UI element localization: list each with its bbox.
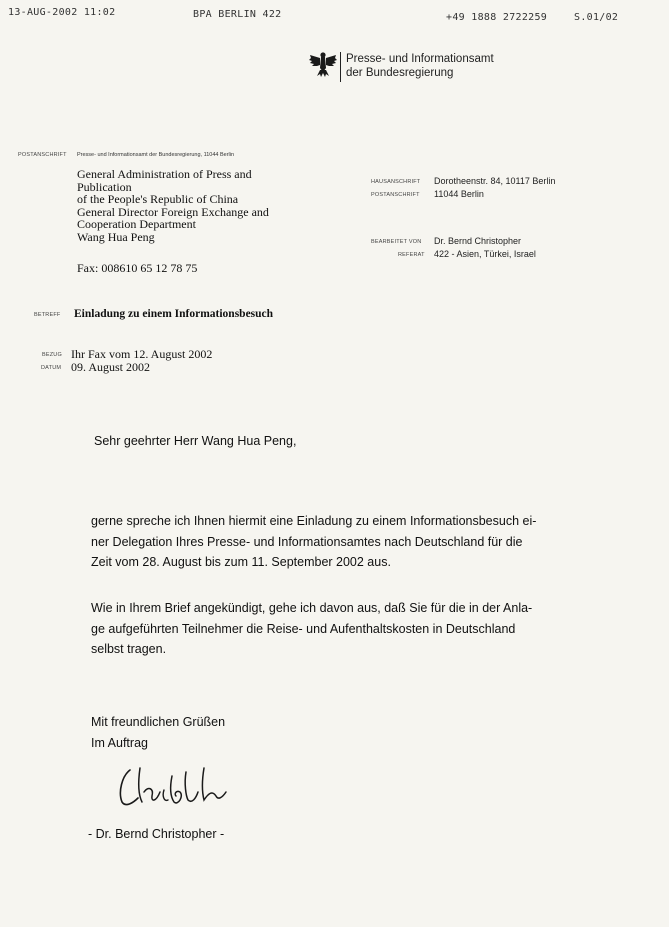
referat-value: 422 - Asien, Türkei, Israel bbox=[434, 249, 536, 259]
paragraph-line: ner Delegation Ihres Presse- und Informationsamtes nach Deutschland für die bbox=[91, 534, 523, 549]
recipient-line: Wang Hua Peng bbox=[77, 229, 155, 244]
fax-date-time: 13-AUG-2002 11:02 bbox=[8, 7, 116, 18]
letterhead-divider bbox=[340, 52, 341, 82]
salutation: Sehr geehrter Herr Wang Hua Peng, bbox=[94, 434, 297, 448]
body-paragraph-1 bbox=[91, 511, 536, 573]
paragraph-line: Wie in Ihrem Brief angekündigt, gehe ich davon aus, daß Sie für die in der Anla- bbox=[91, 601, 533, 615]
postanschrift-sender-label: POSTANSCHRIFT bbox=[371, 192, 420, 198]
fax-sender: BPA BERLIN 422 bbox=[193, 9, 282, 20]
fax-page-number: S.01/02 bbox=[574, 12, 619, 23]
paragraph-line: gerne spreche ich Ihnen hiermit eine Einladung zu einem Informationsbesuch ei- bbox=[91, 514, 537, 528]
handwritten-signature bbox=[112, 762, 242, 812]
hausanschrift-value: Dorotheenstr. 84, 10117 Berlin bbox=[434, 176, 556, 186]
datum-value: 09. August 2002 bbox=[71, 360, 151, 374]
bearbeitet-von-value: Dr. Bernd Christopher bbox=[434, 236, 522, 246]
federal-eagle-icon bbox=[308, 50, 338, 78]
subject-line: Einladung zu einem Informationsbesuch bbox=[74, 308, 274, 320]
recipient-line: Cooperation Department bbox=[77, 217, 196, 231]
bezug-value: Ihr Fax vom 12. August 2002 bbox=[71, 347, 213, 361]
recipient-fax: Fax: 008610 65 12 78 75 bbox=[77, 261, 198, 275]
closing-greeting: Mit freundlichen Grüßen bbox=[91, 715, 226, 729]
closing bbox=[91, 712, 225, 753]
bearbeitet-von-label: BEARBEITET VON bbox=[371, 239, 422, 245]
bezug-label: BEZUG bbox=[42, 352, 62, 358]
closing-im-auftrag: Im Auftrag bbox=[91, 735, 148, 750]
signatory-name: - Dr. Bernd Christopher - bbox=[88, 827, 225, 841]
paragraph-line: selbst tragen. bbox=[91, 642, 167, 656]
postanschrift-sender-value: 11044 Berlin bbox=[434, 189, 484, 199]
recipient-line: General Director Foreign Exchange and bbox=[77, 204, 269, 219]
paragraph-line: ge aufgeführten Teilnehmer die Reise- und Aufenthaltskosten in Deutschland bbox=[91, 621, 516, 636]
body-paragraph-2 bbox=[91, 598, 532, 660]
letterhead-line-2: der Bundesregierung bbox=[346, 67, 454, 79]
betreff-label: BETREFF bbox=[34, 312, 61, 318]
datum-label: DATUM bbox=[41, 365, 62, 371]
recipient-line: General Administration of Press and bbox=[77, 167, 252, 181]
recipient-line: of the People's Republic of China bbox=[77, 192, 239, 206]
letterhead-line-1: Presse- und Informationsamt bbox=[346, 53, 494, 65]
recipient-address bbox=[77, 168, 269, 243]
referat-label: REFERAT bbox=[398, 252, 425, 258]
paragraph-line: Zeit vom 28. August bis zum 11. September 2002 aus. bbox=[91, 555, 391, 569]
recipient-line: Publication bbox=[77, 179, 132, 194]
postanschrift-return-address: Presse- und Informationsamt der Bundesregierung, 11044 Berlin bbox=[77, 152, 235, 158]
postanschrift-label: POSTANSCHRIFT bbox=[18, 152, 67, 158]
hausanschrift-label: HAUSANSCHRIFT bbox=[371, 179, 421, 185]
fax-phone: +49 1888 2722259 bbox=[446, 12, 548, 23]
